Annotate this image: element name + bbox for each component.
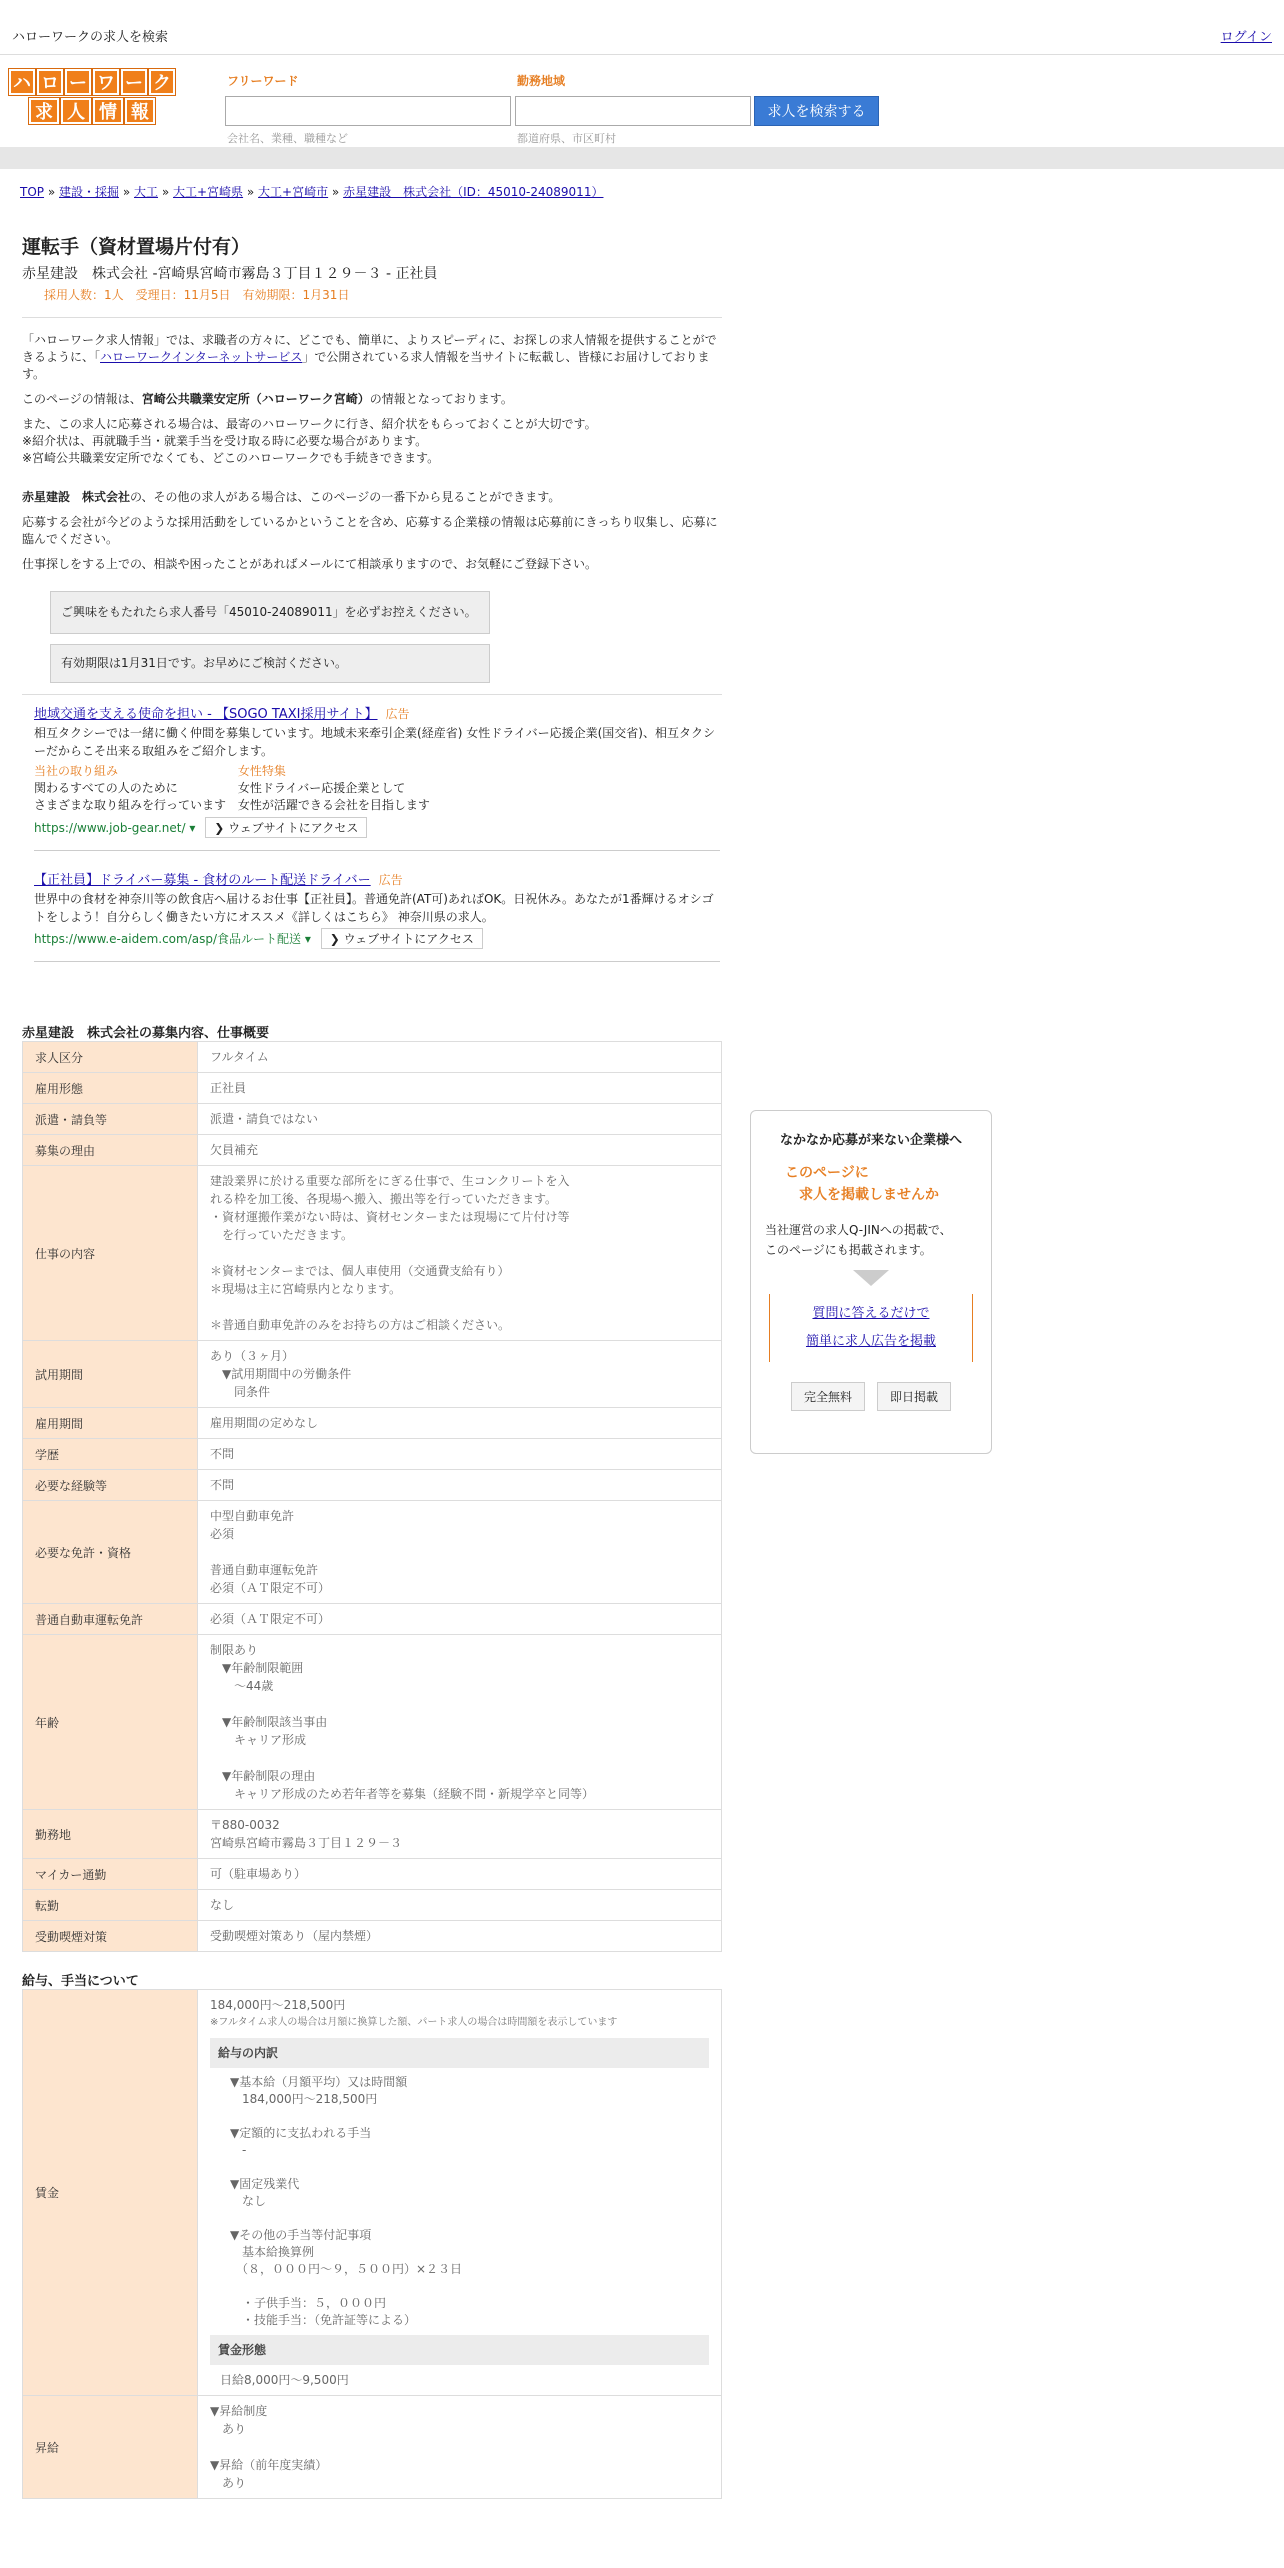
ad-sitelink-line: 女性ドライバー応援企業として xyxy=(237,781,406,795)
breadcrumb-carpenter-miyazaki-pref[interactable]: 大工+宮崎県 xyxy=(173,185,244,199)
row-value: 受動喫煙対策あり（屋内禁煙） xyxy=(198,1921,722,1952)
ad-badge: 広告 xyxy=(385,707,410,721)
area-hint: 都道府県、市区町村 xyxy=(517,132,616,145)
row-value: ▼昇給制度 あり ▼昇給（前年度実績） あり xyxy=(198,2396,722,2499)
intro-paragraph-3: また、この求人に応募される場合は、最寄のハローワークに行き、紹介状をもらっておくことが大切です。 xyxy=(22,417,597,431)
row-value: あり（３ヶ月） ▼試用期間中の労働条件 同条件 xyxy=(198,1341,722,1408)
table-row xyxy=(23,1073,722,1104)
breadcrumb-carpenter[interactable]: 大工 xyxy=(134,185,159,199)
logo-char: ー xyxy=(65,69,91,95)
sidebar-body-line: 当社運営の求人Q-JINへの掲載で、 xyxy=(765,1223,952,1237)
logo-char: 報 xyxy=(125,98,155,124)
job-meta: 採用人数：1人 受理日：11月5日 有効期限：1月31日 xyxy=(44,288,350,302)
ad-block xyxy=(34,703,720,851)
row-label: 募集の理由 xyxy=(23,1135,198,1166)
sidebar-link-post-ad[interactable]: 簡単に求人広告を掲載 xyxy=(805,1334,936,1349)
sidebar-advertise-box xyxy=(750,1110,992,1454)
row-label: 必要な経験等 xyxy=(23,1470,198,1501)
ad-badge: 広告 xyxy=(378,873,403,887)
notice-job-number: ご興味をもたれたら求人番号「45010-24089011」を必ずお控えください。 xyxy=(50,591,490,634)
intro-text: このページの情報は、 xyxy=(22,392,142,406)
intro-text: 」で公開されている求人情報を当サイトに転載し、皆様にお届けしております。 xyxy=(22,350,710,381)
chevron-right-icon: ❯ xyxy=(329,932,340,946)
table-row xyxy=(23,1104,722,1135)
sidebar-buttons xyxy=(751,1382,991,1411)
logo-char: ー xyxy=(121,69,147,95)
header-divider-bar xyxy=(0,147,1284,169)
intro-paragraph-6 xyxy=(22,489,722,506)
row-label: 勤務地 xyxy=(23,1810,198,1859)
row-value: 雇用期間の定めなし xyxy=(198,1408,722,1439)
intro-paragraph-4: ※紹介状は、再就職手当・就業手当を受け取る時に必要な場合があります。 xyxy=(22,434,428,448)
table-row xyxy=(23,1408,722,1439)
row-label: 必要な免許・資格 xyxy=(23,1501,198,1604)
row-label: 求人区分 xyxy=(23,1042,198,1073)
search-button[interactable]: 求人を検索する xyxy=(754,96,879,126)
breadcrumb: TOP » 建設・採掘 » 大工 » 大工+宮崎県 » 大工+宮崎市 » 赤星建設 株式会社（ID：45010-24089011） xyxy=(20,185,604,199)
ad-description: 世界中の食材を神奈川等の飲食店へ届けるお仕事【正社員】。普通免許(AT可)あればOK。日祝休み。あなたが1番輝けるオシゴトをしよう！自分らしく働きたい方にオススメ《詳しくはこちら》 神奈川県の求人。 xyxy=(34,892,714,924)
ad-title[interactable]: 【正社員】ドライバー募集 - 食材のルート配送ドライバー xyxy=(34,873,371,888)
freeword-label: フリーワード xyxy=(227,74,299,88)
intro-paragraph-8: 仕事探しをする上での、相談や困ったことがあればメールにて相談承りますので、お気軽にご登録下さい。 xyxy=(22,557,598,571)
row-label: 試用期間 xyxy=(23,1341,198,1408)
logo-char: 情 xyxy=(93,98,123,124)
top-bar xyxy=(0,0,1284,55)
row-value: 正社員 xyxy=(198,1073,722,1104)
breadcrumb-carpenter-miyazaki-city[interactable]: 大工+宮崎市 xyxy=(258,185,329,199)
row-value: フルタイム xyxy=(198,1042,722,1073)
visit-website-button[interactable] xyxy=(321,928,483,949)
same-day-button[interactable]: 即日掲載 xyxy=(877,1382,951,1411)
wage-table xyxy=(22,1989,722,2499)
ad-sitelink-title: 当社の取り組み xyxy=(34,764,119,778)
notice-expiry: 有効期限は1月31日です。お早めにご検討ください。 xyxy=(50,644,490,683)
office-name: 宮崎公共職業安定所（ハローワーク宮崎） xyxy=(141,392,370,406)
row-label: 派遣・請負等 xyxy=(23,1104,198,1135)
sidebar-links xyxy=(769,1294,973,1362)
ad-url[interactable]: https://www.job-gear.net/ xyxy=(34,821,186,835)
breadcrumb-construction[interactable]: 建設・採掘 xyxy=(59,185,120,199)
row-label: 昇給 xyxy=(23,2396,198,2499)
sidebar-link-questions[interactable]: 質問に答えるだけで xyxy=(812,1306,930,1321)
ad-sitelink-line: さまざまな取り組みを行っています xyxy=(34,798,227,812)
table-row xyxy=(23,1604,722,1635)
table-row xyxy=(23,1470,722,1501)
hellowork-internet-link[interactable]: ハローワークインターネットサービス xyxy=(100,350,303,364)
breadcrumb-current[interactable]: 赤星建設 株式会社（ID：45010-24089011） xyxy=(343,185,604,199)
job-title: 運転手（資材置場片付有） xyxy=(22,236,251,258)
row-label: 学歴 xyxy=(23,1439,198,1470)
freeword-hint: 会社名、業種、職種など xyxy=(227,132,348,145)
table-row xyxy=(23,1439,722,1470)
freeword-input[interactable] xyxy=(225,96,511,126)
sidebar-highlight-line: 求人を掲載しませんか xyxy=(785,1187,939,1203)
table-row xyxy=(23,1635,722,1810)
row-value: 可（駐車場あり） xyxy=(198,1859,722,1890)
visit-label: ウェブサイトにアクセス xyxy=(228,821,359,835)
wage-breakdown-title: 給与の内訳 xyxy=(210,2038,709,2068)
free-button[interactable]: 完全無料 xyxy=(791,1382,865,1411)
row-label: 雇用形態 xyxy=(23,1073,198,1104)
logo-char: ワ xyxy=(93,69,119,95)
intro-paragraph-2 xyxy=(22,391,722,408)
table-row xyxy=(23,1921,722,1952)
row-value: 必須（ＡＴ限定不可） xyxy=(198,1604,722,1635)
row-label: 仕事の内容 xyxy=(23,1166,198,1341)
intro-text: 「ハローワーク求人情報」では、求職者の方々に、どこでも、簡単に、よりスピーディに、お探しの求人情報を提供することができるように、「 xyxy=(22,333,717,364)
row-label: 転勤 xyxy=(23,1890,198,1921)
intro-text: の情報となっております。 xyxy=(369,392,513,406)
intro-paragraph-5: ※宮崎公共職業安定所でなくても、どこのハローワークでも手続きできます。 xyxy=(22,451,440,465)
row-value: 建設業界に於ける重要な部所をにぎる仕事で、生コンクリートを入 れる枠を加工後、各現場へ搬入、搬出等を行っていただきます。 ・資材運搬作業がない時は、資材センターまたは現場にて片付け等 を行っていただきます。 ＊資材センターまでは、個人車使用（交通費支給有り） ＊現場は主に宮崎県内となります。 ＊普通自動車免許のみをお持ちの方はご相談ください。 xyxy=(198,1166,722,1341)
row-label: マイカー通勤 xyxy=(23,1859,198,1890)
wage-section-title: 給与、手当について xyxy=(22,1974,139,1989)
logo-char: ハ xyxy=(9,69,35,95)
row-value: 欠員補充 xyxy=(198,1135,722,1166)
sidebar-body-line: このページにも掲載されます。 xyxy=(765,1243,932,1257)
site-title: ハローワークの求人を検索 xyxy=(12,30,169,45)
visit-label: ウェブサイトにアクセス xyxy=(343,932,474,946)
down-arrow-icon xyxy=(853,1270,889,1286)
table-row xyxy=(23,1810,722,1859)
sidebar-highlight xyxy=(751,1162,991,1206)
company-name: 赤星建設 株式会社 xyxy=(22,490,131,504)
wage-breakdown: ▼基本給（月額平均）又は時間額 184,000円〜218,500円 ▼定額的に支払われる手当 - ▼固定残業代 なし ▼その他の手当等付記事項 基本給換算例 （８，０００円～９，５００円）×２３日 ・子供手当：５，０００円 ・技能手当：（免許証等による） xyxy=(230,2075,463,2327)
sidebar-body xyxy=(751,1220,991,1260)
wage-form-value: 日給8,000円〜9,500円 xyxy=(220,2373,349,2387)
login-link[interactable]: ログイン xyxy=(1220,30,1272,45)
ad-block xyxy=(34,869,720,962)
chevron-right-icon: ❯ xyxy=(214,821,225,835)
wage-form-title: 賃金形態 xyxy=(210,2335,709,2365)
table-row xyxy=(23,1341,722,1408)
table-row xyxy=(23,1042,722,1073)
main-content xyxy=(22,232,722,2499)
table-row xyxy=(23,1135,722,1166)
table-row xyxy=(23,1990,722,2396)
table-row xyxy=(23,2396,722,2499)
row-label: 受動喫煙対策 xyxy=(23,1921,198,1952)
ad-sitelink-line: 女性が活躍できる会社を目指します xyxy=(237,798,430,812)
row-value: なし xyxy=(198,1890,722,1921)
company-line: 赤星建設 株式会社 -宮崎県宮崎市霧島３丁目１２９－３ - 正社員 xyxy=(22,266,438,282)
ad-title[interactable]: 地域交通を支える使命を担い - 【SOGO TAXI採用サイト】 xyxy=(34,707,378,722)
logo-char: 人 xyxy=(61,98,91,124)
row-value: 不問 xyxy=(198,1470,722,1501)
ad-url[interactable]: https://www.e-aidem.com/asp/食品ルート配送 xyxy=(34,932,302,946)
sidebar-highlight-line: このページに xyxy=(785,1165,869,1181)
intro-paragraph-1 xyxy=(22,332,722,383)
details-table xyxy=(22,1041,722,1952)
row-value: 中型自動車免許 必須 普通自動車運転免許 必須（ＡＴ限定不可） xyxy=(198,1501,722,1604)
area-input[interactable] xyxy=(515,96,751,126)
row-label: 年齢 xyxy=(23,1635,198,1810)
chevron-down-icon[interactable]: ▾ xyxy=(304,932,311,946)
table-row xyxy=(23,1890,722,1921)
table-row xyxy=(23,1501,722,1604)
table-row xyxy=(23,1166,722,1341)
breadcrumb-top[interactable]: TOP xyxy=(20,185,45,199)
logo-char: ク xyxy=(149,69,175,95)
row-value: 〒880-0032 宮崎県宮崎市霧島３丁目１２９－３ xyxy=(198,1810,722,1859)
intro-paragraph-7: 応募する会社が今どのような採用活動をしているかということを含め、応募する企業様の情報は応募前にきっちり収集し、応募に臨んでください。 xyxy=(22,515,718,546)
row-label: 雇用期間 xyxy=(23,1408,198,1439)
ad-sitelink[interactable] xyxy=(34,762,226,813)
visit-website-button[interactable] xyxy=(205,817,367,838)
logo-char: 求 xyxy=(29,98,59,124)
sidebar-heading: なかなか応募が来ない企業様へ xyxy=(779,1133,962,1148)
ad-sitelink[interactable] xyxy=(238,762,430,813)
ad-sitelink-title: 女性特集 xyxy=(237,764,286,778)
row-value xyxy=(198,1990,722,2396)
chevron-down-icon[interactable]: ▾ xyxy=(189,821,196,835)
intro-text: の、その他の求人がある場合は、このページの一番下から見ることができます。 xyxy=(130,490,561,504)
row-label: 普通自動車運転免許 xyxy=(23,1604,198,1635)
table-row xyxy=(23,1859,722,1890)
logo[interactable] xyxy=(4,69,180,127)
ad-description: 相互タクシーでは一緒に働く仲間を募集しています。地域未来牽引企業(経産省) 女性ドライバー応援企業(国交省)、相互タクシーだからこそ出来る取組みをご紹介します。 xyxy=(34,726,715,758)
area-label: 勤務地域 xyxy=(517,74,566,88)
details-section-title: 赤星建設 株式会社の募集内容、仕事概要 xyxy=(22,1026,270,1041)
row-label: 賃金 xyxy=(23,1990,198,2396)
logo-char: ロ xyxy=(37,69,63,95)
wage-range: 184,000円〜218,500円 xyxy=(210,1998,346,2012)
row-value: 派遣・請負ではない xyxy=(198,1104,722,1135)
row-value: 制限あり ▼年齢制限範囲 〜44歳 ▼年齢制限該当事由 キャリア形成 ▼年齢制限の理由 キャリア形成のため若年者等を募集（経験不問・新規学卒と同等） xyxy=(198,1635,722,1810)
ad-sitelink-line: 関わるすべての人のために xyxy=(34,781,178,795)
divider xyxy=(22,317,722,318)
row-value: 不問 xyxy=(198,1439,722,1470)
wage-note: ※フルタイム求人の場合は月額に換算した額、パート求人の場合は時間額を表示しています xyxy=(210,2017,618,2028)
